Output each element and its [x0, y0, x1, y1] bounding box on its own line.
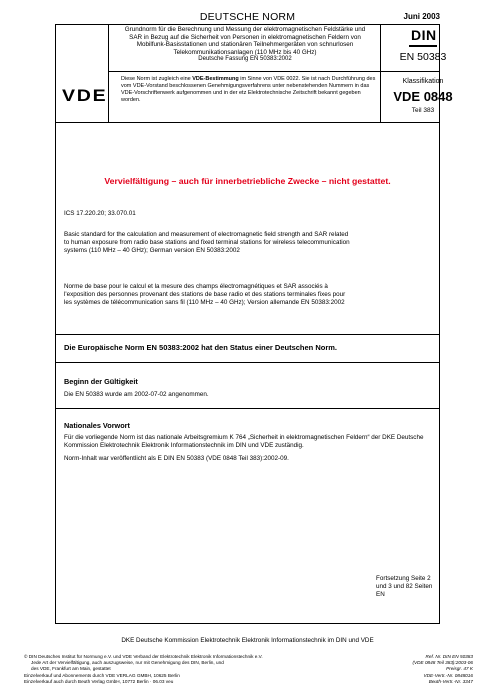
footer-line: Einzelverkauf und Abonnements durch VDE VERLAG GMBH, 10625 Berlin: [24, 672, 180, 678]
din-logo-underline: [409, 45, 437, 47]
ics-codes: ICS 17.220.20; 33.070.01: [64, 210, 136, 217]
note-bold: VDE-Bestimmung: [192, 76, 239, 82]
footer-ref-line: Ref. Nr. DIN EN 50383: [425, 654, 473, 659]
din-norm-number: EN 50383: [399, 51, 447, 63]
validity-text: Die EN 50383 wurde am 2002-07-02 angenommen.: [64, 391, 209, 398]
note-post: im Sinne von VDE 0022. Sie ist nach Durchführung des vom VDE-Vorstand beschlossenen Genehmigungsverfahrens unter nebenstehenden Nummern in das VDE-Vorschriftenwerk aufgenommen und in der etz Elektrotechnische Zeitschrift bekannt gegeben worden.: [121, 76, 376, 103]
footer-reference: [365, 654, 473, 685]
frame-rule-status-top: [55, 334, 440, 335]
frame-rule-validity-bottom: [55, 408, 440, 409]
validity-heading: Beginn der Gültigkeit: [64, 377, 138, 386]
foreword-text: Für die vorliegende Norm ist das nationale Arbeitsgremium K 764 „Sicherheit in elektromagnetischen Feldern“ der DKE Deutsche Kommission Elektrotechnik Elektronik Informationstechnik im DIN und VDE zuständig.: [64, 434, 424, 449]
footer-line: Einzelverkauf auch durch Beuth Verlag GmbH, 10772 Berlin · 06.03 veu: [24, 678, 174, 684]
publication-date: Juni 2003: [403, 12, 440, 21]
footer-ref-line: Beuth-Vertr.-Nr. 3347: [428, 678, 473, 684]
document-title: [112, 26, 378, 64]
foreword-publication-note: Norm-Inhalt war veröffentlicht als E DIN EN 50383 (VDE 0848 Teil 383):2002-09.: [64, 455, 289, 462]
status-statement: Die Europäische Norm EN 50383:2002 hat den Status einer Deutschen Norm.: [64, 343, 338, 352]
footer-line: Jede Art der Vervielfältigung, auch auszugsweise, nur mit Genehmigung des DIN, Berlin, und: [31, 660, 224, 666]
footer-ref-line: VDE-Vertr.-Nr. 0848016: [423, 672, 473, 678]
classification-label: Klassifikation: [402, 78, 444, 85]
footer-line: des VDE, Frankfurt am Main, gestattet: [31, 666, 111, 672]
dke-commission-line: DKE Deutsche Kommission Elektrotechnik Elektronik Informationstechnik im DIN und VDE: [121, 637, 374, 644]
title-line: Grundnorm für die Berechnung und Messung der elektromagnetischen Feldstärke und: [124, 26, 366, 33]
frame-rule-header-bottom: [55, 122, 440, 123]
title-version: Deutsche Fassung EN 50383:2002: [198, 56, 292, 63]
vde-classification-number: VDE 0848: [393, 89, 453, 104]
page-frame: [55, 24, 440, 624]
footer-ref-line: Preisgr. 47 K: [446, 666, 473, 672]
vde-determination-note: [121, 76, 377, 104]
english-title: Basic standard for the calculation and measurement of electromagnetic field strength and SAR related to human exposure from radio base stations and fixed terminal stations for wireless telecommunication systems (110 MHz – 40 GHz); German version EN 50383:2002: [64, 231, 350, 254]
norm-type-header: DEUTSCHE NORM: [199, 11, 296, 23]
title-line: SAR in Bezug auf die Sicherheit von Personen in elektromagnetischen Feldern von: [129, 33, 361, 41]
note-pre: Diese Norm ist zugleich eine: [121, 76, 193, 82]
foreword-heading: Nationales Vorwort: [64, 421, 130, 430]
frame-rule-status-bottom: [55, 362, 440, 363]
din-logo: DIN: [411, 27, 437, 43]
frame-divider-left: [108, 24, 109, 122]
footer-ref-line: (VDE 0848 Teil 383):2003-06: [412, 660, 473, 666]
french-title: Norme de base pour le calcul et la mesure des champs électromagnétiques et SAR associés à l'exposition des personnes provenant des stations de base radio et des stations terminales fixes pour les systèmes de télécommunication sans fil (110 MHz – 40 GHz); Version allemande EN 50383:2002: [64, 283, 346, 306]
continuation-note: Fortsetzung Seite 2 und 3 und 82 Seiten EN: [376, 575, 433, 598]
frame-rule-middle: [108, 71, 440, 72]
reproduction-notice: Vervielfältigung – auch für innerbetriebliche Zwecke – nicht gestattet.: [104, 176, 391, 186]
title-line: Telekommunikationsanlagen (110 MHz bis 40 GHz): [173, 48, 317, 56]
vde-logo: VDE: [62, 86, 108, 105]
classification-part: Teil 383: [411, 107, 435, 114]
footer-line: © DIN Deutsches Institut für Normung e.V. und VDE Verband der Elektrotechnik Elektronik Informationstechnik e.V.: [24, 654, 263, 659]
footer-copyright: [24, 654, 354, 685]
title-line: Mobilfunk-Basisstationen und stationären Teilnehmergeräten von schnurlosen: [136, 41, 354, 49]
